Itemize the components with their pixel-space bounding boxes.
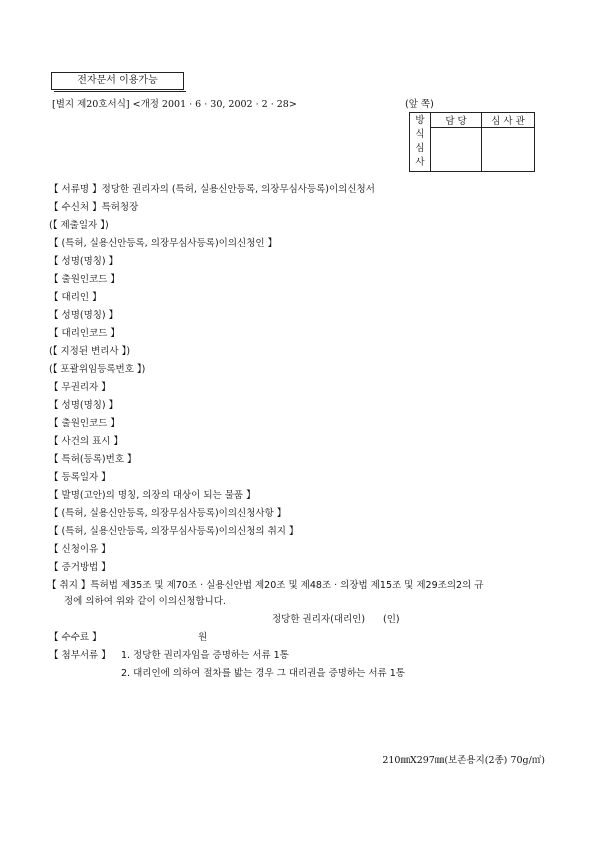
field-objection-purport: 【 (특허, 실용신안등록, 의장무심사등록)이의신청의 취지 】	[49, 526, 299, 537]
field-general-power-number: (【 포괄위임등록번호 】)	[49, 364, 146, 375]
field-recipient: 【 수신처 】특허청장	[49, 202, 139, 213]
field-registration-date: 【 등록일자 】	[49, 472, 111, 483]
field-objection-matters: 【 (특허, 실용신안등록, 의장무심사등록)이의신청사항 】	[49, 508, 287, 519]
approval-col-manager: 담 당	[431, 113, 482, 128]
signature-seal: (인)	[383, 614, 400, 625]
form-reference: [별지 제20호서식] <개정 2001 · 6 · 30, 2002 · 2 · 28>	[52, 99, 297, 110]
field-non-entitled-code: 【 출원인코드 】	[49, 418, 120, 429]
purport-line-1: 【 취지 】특허법 제35조 및 제70조 · 실용신안법 제20조 및 제48조 · 의장법 제15조 및 제29조의2의 규	[47, 580, 484, 591]
field-submission-date: (【 제출일자 】)	[49, 220, 109, 231]
field-non-entitled-name: 【 성명(명칭) 】	[49, 400, 119, 411]
attachment-item-2: 2. 대리인에 의하여 절차를 밟는 경우 그 대리권을 증명하는 서류 1통	[121, 668, 405, 679]
field-applicant-code: 【 출원인코드 】	[49, 274, 120, 285]
field-patent-number: 【 특허(등록)번호 】	[49, 454, 137, 465]
approval-cell-examiner	[482, 128, 535, 172]
field-case-indication: 【 사건의 표시 】	[49, 436, 123, 447]
purport-line-2: 정에 의하여 위와 같이 이의신청합니다.	[64, 596, 226, 607]
field-invention-title: 【 발명(고안)의 명칭, 의장의 대상이 되는 물품 】	[49, 490, 256, 501]
field-agent: 【 대리인 】	[49, 292, 102, 303]
field-agent-code: 【 대리인코드 】	[49, 328, 120, 339]
paper-spec-footer: 210㎜X297㎜(보존용지(2종) 70g/㎡)	[382, 755, 545, 766]
field-designated-attorney: (【 지정된 변리사 】)	[49, 346, 131, 357]
approval-cell-manager	[431, 128, 482, 172]
approval-col-examiner: 심 사 관	[482, 113, 535, 128]
fee-unit: 원	[198, 632, 208, 643]
approval-vertical-label: 방 식 심 사	[410, 113, 431, 172]
field-evidence: 【 증거방법 】	[49, 562, 111, 573]
electronic-document-label: 전자문서 이용가능	[51, 72, 184, 90]
signature-label: 정당한 권리자(대리인)	[272, 614, 366, 625]
field-document-name: 【 서류명 】정당한 권리자의 (특허, 실용신안등록, 의장무심사등록)이의신청서	[49, 184, 375, 195]
field-reasons: 【 신청이유 】	[49, 544, 111, 555]
attachments-label: 【 첨부서류 】	[49, 650, 111, 661]
field-non-entitled-person: 【 무권리자 】	[49, 382, 111, 393]
approval-box	[409, 112, 535, 172]
fee-label: 【 수수료 】	[49, 632, 102, 643]
page-side-label: (앞 쪽)	[405, 99, 434, 110]
attachment-item-1: 1. 정당한 권리자임을 증명하는 서류 1통	[121, 650, 289, 661]
field-objector-name: 【 성명(명칭) 】	[49, 256, 119, 267]
field-objector: 【 (특허, 실용신안등록, 의장무심사등록)이의신청인 】	[49, 238, 278, 249]
field-agent-name: 【 성명(명칭) 】	[49, 310, 119, 321]
